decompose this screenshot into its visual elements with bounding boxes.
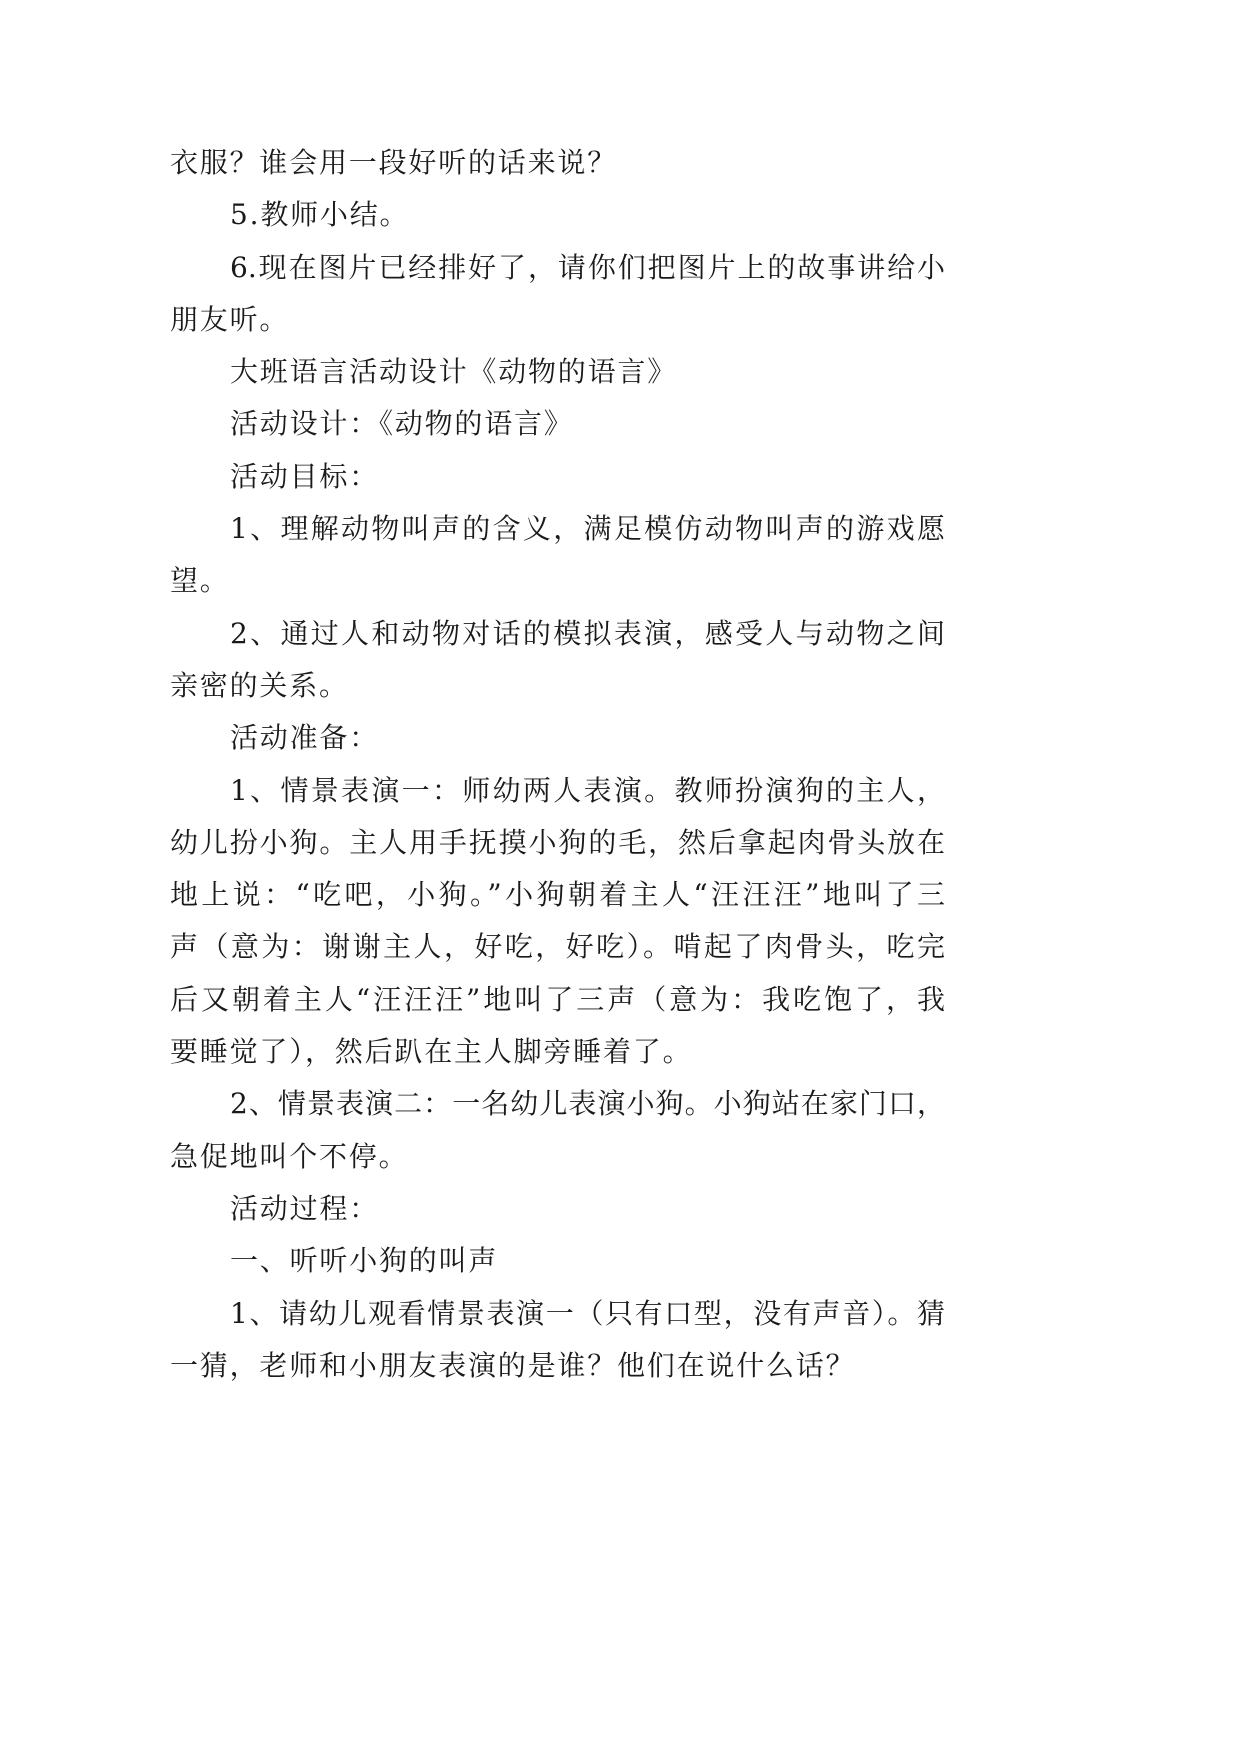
- subheading: [170, 1183, 945, 1235]
- text-line: 5.教师小结。: [230, 198, 410, 232]
- text-line: 幼儿扮小狗。主人用手抚摸小狗的毛，然后拿起肉骨头放在: [170, 825, 945, 859]
- text-line: 急促地叫个不停。: [170, 1139, 409, 1173]
- text-line: 活动准备：: [230, 721, 380, 755]
- paragraph: [170, 398, 945, 450]
- text-line: 活动过程：: [230, 1191, 380, 1225]
- subheading: [170, 1235, 945, 1287]
- text-line: 1、理解动物叫声的含义，满足模仿动物叫声的游戏愿: [230, 512, 945, 546]
- list-item: [170, 765, 945, 1079]
- text-line: 声（意为：谢谢主人，好吃，好吃）。啃起了肉骨头，吃完: [170, 930, 945, 964]
- text-line: 大班语言活动设计《动物的语言》: [230, 355, 678, 389]
- text-line: 朋友听。: [170, 302, 290, 336]
- list-item: [170, 608, 945, 713]
- text-line: 活动设计：《动物的语言》: [230, 407, 574, 441]
- text-line: 一猜，老师和小朋友表演的是谁？他们在说什么话？: [170, 1348, 856, 1382]
- paragraph: [170, 189, 945, 241]
- text-line: 要睡觉了），然后趴在主人脚旁睡着了。: [170, 1035, 693, 1069]
- list-item: [170, 1288, 945, 1393]
- paragraph: [170, 242, 945, 347]
- section-title: [170, 346, 945, 398]
- text-line: 一、听听小狗的叫声: [230, 1244, 499, 1278]
- text-line: 望。: [170, 564, 230, 598]
- text-line: 地上说：“吃吧，小狗。”小狗朝着主人“汪汪汪”地叫了三: [170, 878, 945, 912]
- paragraph-continued: [170, 137, 945, 189]
- body-text: [170, 137, 945, 1392]
- text-line: 2、情景表演二：一名幼儿表演小狗。小狗站在家门口，: [230, 1087, 945, 1121]
- subheading: [170, 451, 945, 503]
- text-line: 1、情景表演一：师幼两人表演。教师扮演狗的主人，: [230, 773, 945, 807]
- text-line: 1、请幼儿观看情景表演一（只有口型，没有声音）。猜: [230, 1296, 945, 1330]
- text-line: 衣服？谁会用一段好听的话来说？: [170, 146, 618, 179]
- list-item: [170, 503, 945, 608]
- text-line: 后又朝着主人“汪汪汪”地叫了三声（意为：我吃饱了，我: [170, 982, 945, 1016]
- text-line: 2、通过人和动物对话的模拟表演，感受人与动物之间: [230, 616, 945, 650]
- text-line: 活动目标：: [230, 459, 380, 493]
- subheading: [170, 712, 945, 764]
- list-item: [170, 1078, 945, 1183]
- text-line: 亲密的关系。: [170, 668, 349, 702]
- text-line: 6.现在图片已经排好了，请你们把图片上的故事讲给小: [230, 250, 945, 284]
